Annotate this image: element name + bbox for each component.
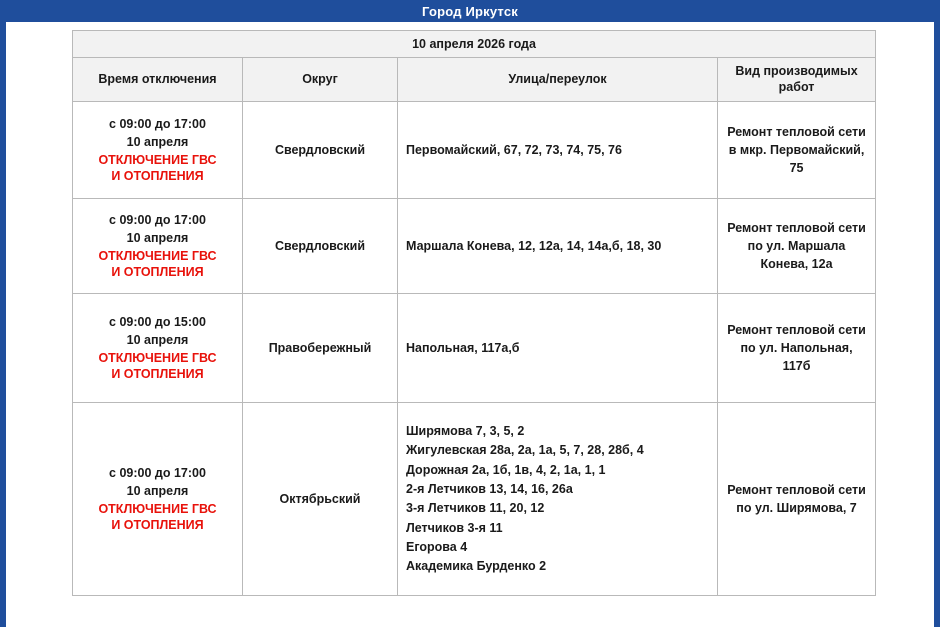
warning-line-1: ОТКЛЮЧЕНИЕ ГВС [98, 350, 217, 365]
street-line: Ширямова 7, 3, 5, 2 [406, 423, 525, 438]
cell-okrug: Правобережный [243, 294, 398, 403]
column-header-work: Вид производимых работ [718, 58, 876, 102]
cell-time [73, 199, 243, 294]
street-line: Жигулевская 28а, 2а, 1а, 5, 7, 28, 28б, 4 [406, 443, 644, 458]
street-line: Первомайский, 67, 72, 73, 74, 75, 76 [406, 142, 622, 157]
left-gutter [6, 30, 72, 596]
street-line: Академика Бурденко 2 [406, 559, 547, 574]
time-date: 10 апреля [126, 231, 189, 246]
date-header-row [73, 31, 876, 58]
street-line: Дорожная 2а, 1б, 1в, 4, 2, 1а, 1, 1 [406, 462, 606, 477]
cell-work: Ремонт тепловой сети по ул. Ширямова, 7 [718, 403, 876, 596]
time-date: 10 апреля [126, 484, 189, 499]
cell-streets [398, 294, 718, 403]
warning-line-2: И ОТОПЛЕНИЯ [111, 367, 204, 382]
warning-line-1: ОТКЛЮЧЕНИЕ ГВС [98, 152, 217, 167]
street-line: Егорова 4 [406, 540, 468, 554]
street-line: Напольная, 117а,б [406, 340, 520, 355]
window-title-bar [6, 0, 934, 22]
page-content [6, 22, 934, 596]
cell-streets [398, 102, 718, 199]
street-line: 3-я Летчиков 11, 20, 12 [406, 501, 545, 516]
time-date: 10 апреля [126, 135, 189, 150]
cell-okrug: Октябрьский [243, 403, 398, 596]
warning-line-2: И ОТОПЛЕНИЯ [111, 169, 204, 184]
time-date: 10 апреля [126, 333, 189, 348]
time-range: с 09:00 до 17:00 [109, 117, 206, 132]
warning-line-2: И ОТОПЛЕНИЯ [111, 518, 204, 533]
table-container [72, 30, 940, 596]
time-range: с 09:00 до 15:00 [109, 315, 206, 330]
cell-okrug: Свердловский [243, 102, 398, 199]
column-header-street: Улица/переулок [398, 58, 718, 102]
table-row [73, 199, 876, 294]
table-row [73, 294, 876, 403]
cell-okrug: Свердловский [243, 199, 398, 294]
outage-schedule-table [72, 30, 876, 596]
street-line: Маршала Конева, 12, 12а, 14, 14а,б, 18, 30 [406, 238, 662, 253]
warning-line-2: И ОТОПЛЕНИЯ [111, 265, 204, 280]
cell-work: Ремонт тепловой сети в мкр. Первомайский, 75 [718, 102, 876, 199]
street-line: Летчиков 3-я 11 [406, 520, 503, 535]
column-header-okrug: Округ [243, 58, 398, 102]
time-range: с 09:00 до 17:00 [109, 466, 206, 481]
cell-work: Ремонт тепловой сети по ул. Маршала Конева, 12а [718, 199, 876, 294]
column-header-row [73, 58, 876, 102]
cell-time [73, 102, 243, 199]
table-row [73, 102, 876, 199]
date-header-cell: 10 апреля 2026 года [73, 31, 876, 58]
cell-streets [398, 199, 718, 294]
cell-work: Ремонт тепловой сети по ул. Напольная, 117б [718, 294, 876, 403]
street-line: 2-я Летчиков 13, 14, 16, 26а [406, 481, 573, 496]
cell-time [73, 294, 243, 403]
time-range: с 09:00 до 17:00 [109, 213, 206, 228]
table-row [73, 403, 876, 596]
warning-line-1: ОТКЛЮЧЕНИЕ ГВС [98, 501, 217, 516]
cell-streets [398, 403, 718, 596]
warning-line-1: ОТКЛЮЧЕНИЕ ГВС [98, 248, 217, 263]
column-header-time: Время отключения [73, 58, 243, 102]
cell-time [73, 403, 243, 596]
page-title: Город Иркутск [422, 3, 518, 19]
